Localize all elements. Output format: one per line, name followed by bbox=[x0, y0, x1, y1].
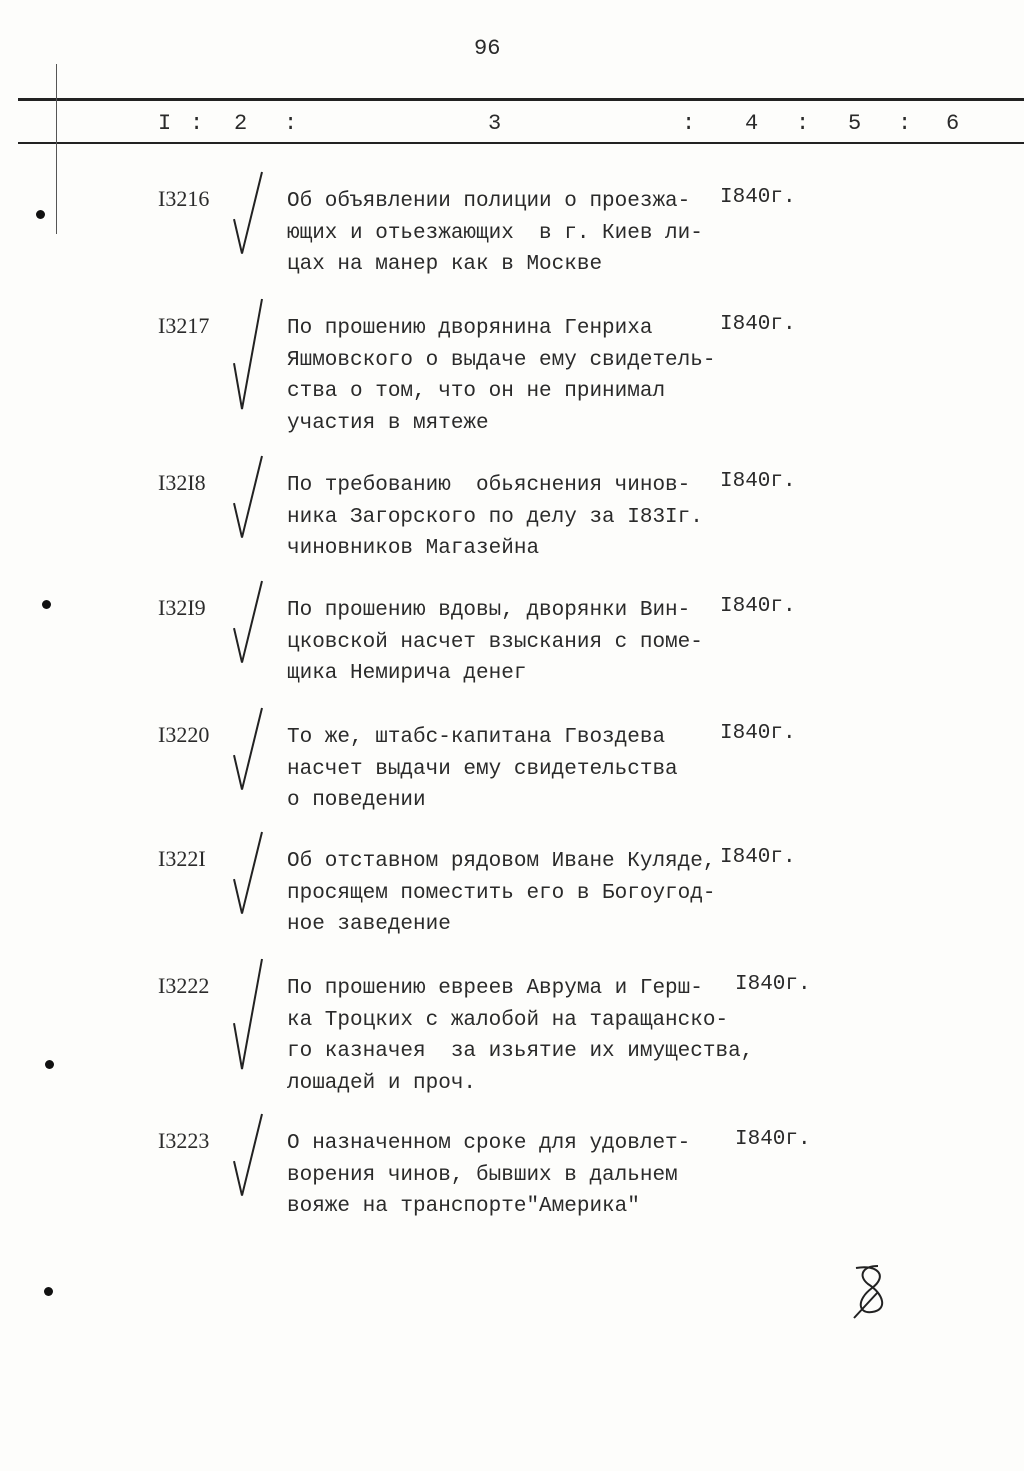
description-line: По прошению вдовы, дворянки Вин- bbox=[287, 599, 691, 622]
checkmark-icon bbox=[228, 1110, 268, 1203]
description-line: ника Загорского по делу за I83Iг. bbox=[287, 505, 703, 529]
description-line: лошадей и проч. bbox=[287, 1071, 477, 1095]
item-year: I840г. bbox=[720, 595, 796, 618]
description-line: Об объявлении полиции о проезжа- bbox=[287, 190, 691, 213]
description-line: о поведении bbox=[287, 789, 426, 812]
item-year: I840г. bbox=[720, 313, 796, 336]
description-line: цах на манер как в Москве bbox=[287, 253, 603, 276]
item-year: I840г. bbox=[720, 470, 796, 493]
item-description bbox=[287, 470, 703, 565]
description-line: Яшмовского о выдаче ему свидетель- bbox=[287, 348, 716, 372]
column-separator: : bbox=[190, 111, 204, 136]
item-number: I3222 bbox=[158, 973, 210, 998]
item-year: I840г. bbox=[735, 973, 811, 996]
header-top-rule bbox=[18, 98, 1024, 101]
page-number: 96 bbox=[474, 36, 501, 61]
checkmark-icon bbox=[228, 704, 268, 797]
column-separator: : bbox=[284, 111, 298, 136]
item-description bbox=[287, 1128, 690, 1223]
item-description bbox=[287, 186, 703, 281]
item-number: I322I bbox=[158, 846, 206, 871]
description-line: ное заведение bbox=[287, 913, 451, 936]
description-line: Об отставном рядовом Иване Куляде, bbox=[287, 850, 716, 873]
punch-hole bbox=[45, 1060, 54, 1069]
punch-hole bbox=[42, 600, 51, 609]
item-number: I3217 bbox=[158, 313, 210, 338]
column-separator: : bbox=[898, 111, 912, 136]
description-line: По требованию обьяснения чинов- bbox=[287, 474, 691, 497]
description-line: цковской насчет взыскания с поме- bbox=[287, 630, 703, 654]
description-line: ства о том, что он не принимал bbox=[287, 380, 666, 403]
item-year: I840г. bbox=[720, 186, 796, 209]
column-separator: : bbox=[682, 111, 696, 136]
description-line: То же, штабс-капитана Гвоздева bbox=[287, 726, 666, 749]
checkmark-icon bbox=[228, 295, 268, 419]
column-header-label: 3 bbox=[488, 111, 502, 136]
checkmark-icon bbox=[228, 828, 268, 921]
description-line: О назначенном сроке для удовлет- bbox=[287, 1132, 691, 1155]
checkmark-icon bbox=[228, 577, 268, 670]
header-bottom-rule bbox=[18, 142, 1024, 144]
description-line: участия в мятеже bbox=[287, 411, 489, 435]
item-description bbox=[287, 973, 753, 1099]
checkmark-icon bbox=[228, 168, 268, 261]
column-separator: : bbox=[796, 111, 810, 136]
description-line: ворения чинов, бывших в дальнем bbox=[287, 1163, 678, 1187]
item-year: I840г. bbox=[735, 1128, 811, 1151]
checkmark-icon bbox=[228, 955, 268, 1079]
item-number: I3216 bbox=[158, 186, 210, 211]
description-line: насчет выдачи ему свидетельства bbox=[287, 757, 678, 781]
item-number: I3220 bbox=[158, 722, 210, 747]
description-line: вояже на транспорте"Америка" bbox=[287, 1195, 640, 1218]
item-year: I840г. bbox=[720, 846, 796, 869]
column-header-label: 2 bbox=[234, 111, 248, 136]
punch-hole bbox=[36, 210, 45, 219]
description-line: ка Троцких с жалобой на таращанско- bbox=[287, 1008, 729, 1032]
description-line: По прошению дворянина Генриха bbox=[287, 317, 653, 340]
item-description bbox=[287, 313, 715, 439]
item-description bbox=[287, 846, 715, 941]
item-description bbox=[287, 595, 703, 690]
description-line: чиновников Магазейна bbox=[287, 537, 540, 560]
column-header-label: 6 bbox=[946, 111, 960, 136]
description-line: По прошению евреев Аврума и Герш- bbox=[287, 977, 703, 1000]
description-line: щика Немирича денег bbox=[287, 662, 527, 685]
margin-line bbox=[56, 64, 57, 234]
handwritten-mark-icon bbox=[848, 1262, 898, 1322]
column-header-label: 4 bbox=[745, 111, 759, 136]
description-line: ющих и отьезжающих в г. Киев ли- bbox=[287, 221, 703, 245]
item-year: I840г. bbox=[720, 722, 796, 745]
column-header-label: I bbox=[158, 111, 172, 136]
item-number: I3223 bbox=[158, 1128, 210, 1153]
description-line: го казначея за изьятие их имущества, bbox=[287, 1040, 754, 1063]
column-header-label: 5 bbox=[848, 111, 862, 136]
checkmark-icon bbox=[228, 452, 268, 545]
item-number: I32I8 bbox=[158, 470, 206, 495]
item-description bbox=[287, 722, 678, 817]
item-number: I32I9 bbox=[158, 595, 206, 620]
description-line: просящем поместить его в Богоугод- bbox=[287, 881, 716, 905]
punch-hole bbox=[44, 1287, 53, 1296]
